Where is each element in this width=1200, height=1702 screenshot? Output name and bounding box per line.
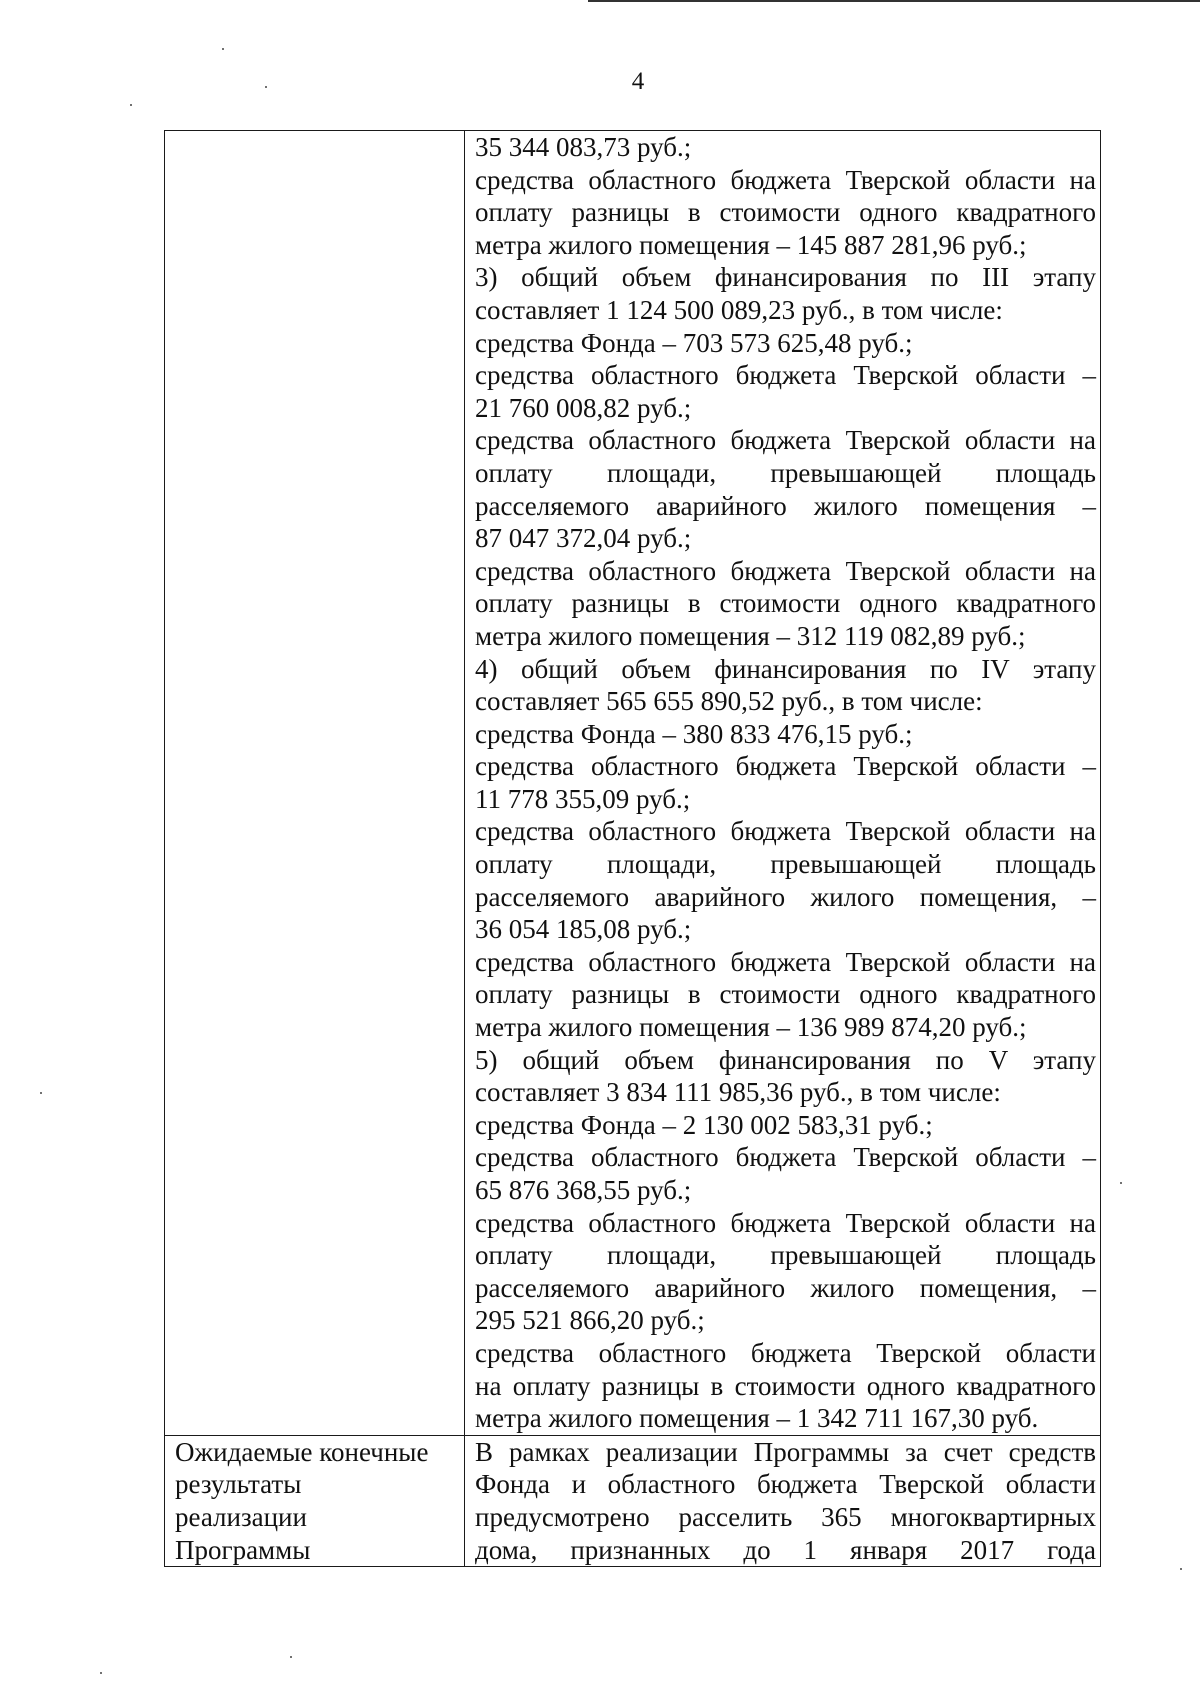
row-heading-line: реализации xyxy=(175,1501,307,1532)
text-line: 4) общий объем финансирования по IV этапу xyxy=(475,653,1096,684)
text-line: метра жилого помещения – 1 342 711 167,30 руб. xyxy=(475,1403,1039,1434)
scan-speck xyxy=(290,1656,292,1658)
text-line: оплату разницы в стоимости одного квадратного xyxy=(475,588,1096,619)
text-line: средства областного бюджета Тверской области на xyxy=(475,164,1096,195)
scan-speck xyxy=(40,1092,42,1094)
text-line: составляет 565 655 890,52 руб., в том числе: xyxy=(475,686,983,717)
text-line: расселяемого аварийного жилого помещения, – xyxy=(475,881,1096,912)
text-line: средства Фонда – 380 833 476,15 руб.; xyxy=(475,718,913,749)
table-row-financing xyxy=(165,131,1101,1436)
text-line: 5) общий объем финансирования по V этапу xyxy=(475,1044,1096,1075)
scan-speck xyxy=(1180,1568,1182,1570)
row2-left-cell xyxy=(165,1435,465,1566)
text-line: расселяемого аварийного жилого помещения, – xyxy=(475,1272,1096,1303)
text-line: 11 778 355,09 руб.; xyxy=(475,783,691,814)
text-line: средства областного бюджета Тверской области – xyxy=(475,360,1096,391)
scan-speck xyxy=(265,86,267,88)
text-line: В рамках реализации Программы за счет средств xyxy=(475,1436,1096,1467)
text-line: средства областного бюджета Тверской области на xyxy=(475,1207,1096,1238)
text-line: средства областного бюджета Тверской области xyxy=(475,1337,1096,1368)
text-line: средства областного бюджета Тверской области на xyxy=(475,555,1096,586)
scan-speck xyxy=(100,1672,102,1674)
program-passport-table xyxy=(164,130,1101,1567)
row-heading-line: Программы xyxy=(175,1534,311,1565)
text-line: предусмотрено расселить 365 многоквартирных xyxy=(475,1501,1096,1532)
scan-speck xyxy=(222,48,224,50)
text-line: метра жилого помещения – 145 887 281,96 руб.; xyxy=(475,229,1027,260)
row-heading-line: результаты xyxy=(175,1469,302,1500)
row1-right-cell xyxy=(465,131,1101,1436)
text-line: оплату площади, превышающей площадь xyxy=(475,457,1096,488)
text-line: оплату площади, превышающей площадь xyxy=(475,1240,1096,1271)
text-line: средства областного бюджета Тверской области на xyxy=(475,946,1096,977)
table-row-expected-results xyxy=(165,1435,1101,1566)
top-border-rule xyxy=(588,0,1200,2)
text-line: метра жилого помещения – 136 989 874,20 руб.; xyxy=(475,1012,1027,1043)
text-line: средства Фонда – 2 130 002 583,31 руб.; xyxy=(475,1109,933,1140)
text-line: Фонда и областного бюджета Тверской области xyxy=(475,1469,1096,1500)
text-line: средства областного бюджета Тверской области на xyxy=(475,816,1096,847)
text-line: средства областного бюджета Тверской области на xyxy=(475,425,1096,456)
text-line: 65 876 368,55 руб.; xyxy=(475,1175,692,1205)
text-line: расселяемого аварийного жилого помещения – xyxy=(475,490,1096,521)
text-line: 36 054 185,08 руб.; xyxy=(475,914,692,945)
text-line: 3) общий объем финансирования по III этапу xyxy=(475,262,1096,293)
text-line: 87 047 372,04 руб.; xyxy=(475,523,692,554)
text-line: оплату площади, превышающей площадь xyxy=(475,849,1096,880)
text-line: 35 344 083,73 руб.; xyxy=(475,132,692,162)
row1-left-cell xyxy=(165,131,465,1436)
text-line: метра жилого помещения – 312 119 082,89 руб.; xyxy=(475,620,1026,651)
text-line: на оплату разницы в стоимости одного квадратного xyxy=(475,1370,1096,1401)
text-line: дома, признанных до 1 января 2017 года xyxy=(475,1534,1096,1565)
row2-right-cell xyxy=(465,1435,1101,1566)
scan-speck xyxy=(1120,1182,1122,1184)
page-number: 4 xyxy=(631,68,645,95)
text-line: оплату разницы в стоимости одного квадратного xyxy=(475,979,1096,1010)
text-line: 295 521 866,20 руб.; xyxy=(475,1305,705,1336)
text-line: составляет 3 834 111 985,36 руб., в том числе: xyxy=(475,1077,1001,1108)
text-line: составляет 1 124 500 089,23 руб., в том числе: xyxy=(475,294,1003,325)
text-line: средства областного бюджета Тверской области – xyxy=(475,751,1096,782)
text-line: средства областного бюджета Тверской области – xyxy=(475,1142,1096,1173)
text-line: 21 760 008,82 руб.; xyxy=(475,392,692,423)
text-line: средства Фонда – 703 573 625,48 руб.; xyxy=(475,327,913,358)
scan-speck xyxy=(130,104,132,106)
row-heading-line: Ожидаемые конечные xyxy=(175,1436,429,1467)
text-line: оплату разницы в стоимости одного квадратного xyxy=(475,197,1096,228)
